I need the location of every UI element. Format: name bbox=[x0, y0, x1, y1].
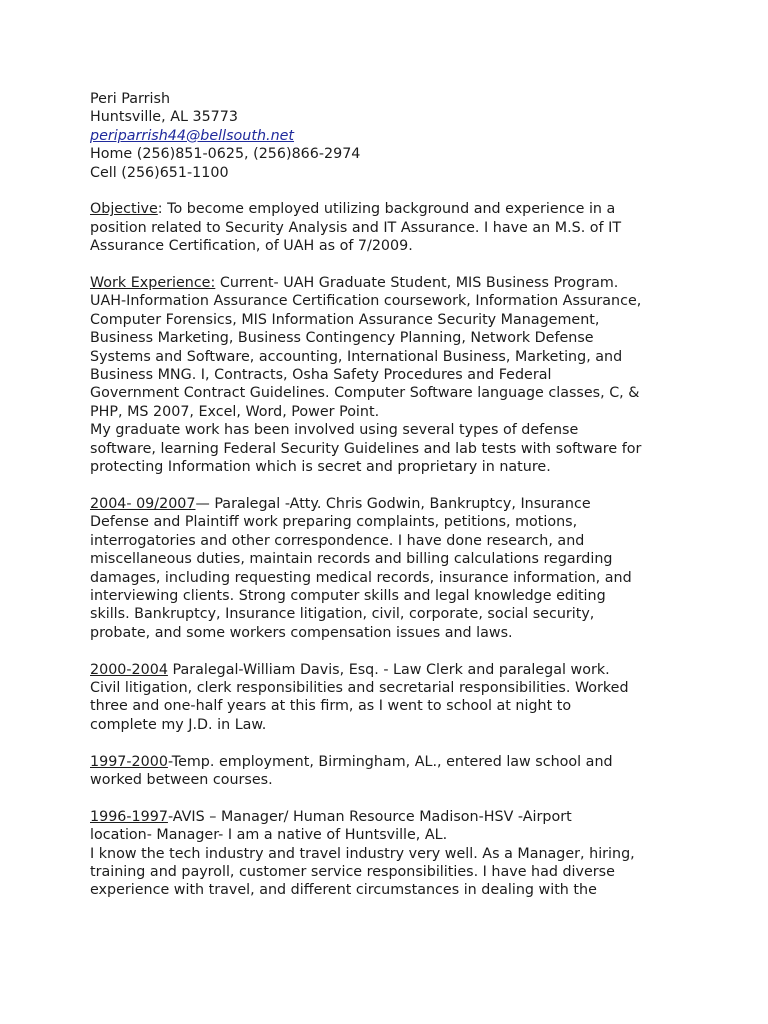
contact-city: Huntsville, AL 35773 bbox=[90, 109, 238, 126]
resume-document bbox=[90, 90, 690, 900]
job-entry-2004 bbox=[90, 495, 690, 642]
job-text: — Paralegal -Atty. Chris Godwin, Bankruptcy, Insurance bbox=[195, 495, 591, 512]
work-experience-section bbox=[90, 274, 690, 476]
job-text: probate, and some workers compensation issues and laws. bbox=[90, 624, 513, 641]
work-text: Business MNG. I, Contracts, Osha Safety Procedures and Federal bbox=[90, 367, 552, 384]
job-text: Paralegal-William Davis, Esq. - Law Clerk and paralegal work. bbox=[167, 661, 610, 678]
job-entry-1997 bbox=[90, 753, 690, 790]
job-entry-2000 bbox=[90, 661, 690, 735]
job-text: damages, including requesting medical records, insurance information, and bbox=[90, 569, 632, 586]
job-text: skills. Bankruptcy, Insurance litigation, civil, corporate, social security, bbox=[90, 606, 595, 623]
job-text: training and payroll, customer service responsibilities. I have had diverse bbox=[90, 863, 615, 880]
work-text: software, learning Federal Security Guidelines and lab tests with software for bbox=[90, 440, 642, 457]
job-date: 2004- 09/2007 bbox=[90, 495, 196, 512]
job-text: -Temp. employment, Birmingham, AL., entered law school and bbox=[167, 753, 613, 770]
work-experience-label: Work Experience: bbox=[90, 275, 216, 292]
job-text: complete my J.D. in Law. bbox=[90, 716, 267, 733]
job-text: Civil litigation, clerk responsibilities and secretarial responsibilities. Worked bbox=[90, 679, 629, 696]
work-text: Systems and Software, accounting, International Business, Marketing, and bbox=[90, 348, 623, 365]
job-text: experience with travel, and different circumstances in dealing with the bbox=[90, 882, 597, 899]
objective-text: : To become employed utilizing background and experience in a bbox=[157, 201, 616, 218]
work-text: Current- UAH Graduate Student, MIS Business Program. bbox=[215, 275, 619, 292]
job-text: three and one-half years at this firm, as I went to school at night to bbox=[90, 698, 572, 715]
objective-text: position related to Security Analysis and IT Assurance. I have an M.S. of IT bbox=[90, 219, 622, 236]
job-date: 1997-2000 bbox=[90, 753, 168, 770]
contact-name: Peri Parrish bbox=[90, 91, 171, 107]
contact-home-phone: Home (256)851-0625, (256)866-2974 bbox=[90, 146, 361, 163]
work-text: My graduate work has been involved using several types of defense bbox=[90, 422, 579, 439]
contact-block bbox=[90, 90, 690, 182]
job-date: 1996-1997 bbox=[90, 808, 168, 825]
work-text: PHP, MS 2007, Excel, Word, Power Point. bbox=[90, 403, 380, 420]
work-text: Business Marketing, Business Contingency Planning, Network Defense bbox=[90, 330, 594, 347]
job-text: Defense and Plaintiff work preparing complaints, petitions, motions, bbox=[90, 514, 578, 531]
job-date: 2000-2004 bbox=[90, 661, 168, 678]
job-text: I know the tech industry and travel industry very well. As a Manager, hiring, bbox=[90, 845, 635, 862]
job-text: location- Manager- I am a native of Huntsville, AL. bbox=[90, 827, 448, 844]
job-text: -AVIS – Manager/ Human Resource Madison-HSV -Airport bbox=[167, 808, 572, 825]
objective-label: Objective bbox=[90, 201, 158, 218]
contact-cell-phone: Cell (256)651-1100 bbox=[90, 164, 229, 181]
work-text: Computer Forensics, MIS Information Assurance Security Management, bbox=[90, 311, 600, 328]
work-text: Government Contract Guidelines. Computer Software language classes, C, & bbox=[90, 385, 640, 402]
job-text: miscellaneous duties, maintain records and billing calculations regarding bbox=[90, 551, 613, 568]
contact-email-link[interactable]: periparrish44@bellsouth.net bbox=[90, 127, 295, 144]
job-entry-1996 bbox=[90, 808, 690, 900]
objective-section bbox=[90, 200, 690, 255]
job-text: interrogatories and other correspondence. I have done research, and bbox=[90, 532, 585, 549]
job-text: worked between courses. bbox=[90, 771, 273, 788]
job-text: interviewing clients. Strong computer skills and legal knowledge editing bbox=[90, 587, 606, 604]
work-text: protecting Information which is secret and proprietary in nature. bbox=[90, 459, 551, 476]
objective-text: Assurance Certification, of UAH as of 7/2009. bbox=[90, 238, 413, 255]
work-text: UAH-Information Assurance Certification coursework, Information Assurance, bbox=[90, 293, 642, 310]
